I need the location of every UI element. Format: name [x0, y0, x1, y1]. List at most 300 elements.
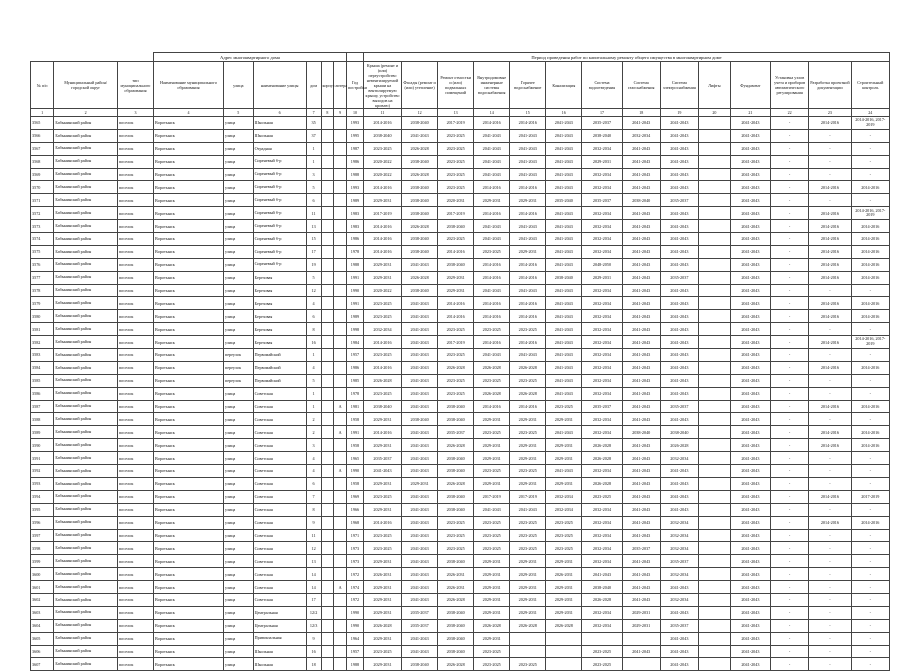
table-cell: 2032-2034: [660, 593, 698, 606]
table-cell: [334, 413, 347, 426]
table-cell: 2041-2043: [660, 490, 698, 503]
table-cell: 2041-2043: [474, 284, 510, 297]
table-cell: [334, 619, 347, 632]
table-cell: [510, 632, 546, 645]
table-cell: 3571: [31, 194, 54, 207]
table-cell: 2026-2028: [438, 439, 474, 452]
table-cell: 3: [306, 439, 321, 452]
table-cell: 2014-2016: [474, 271, 510, 284]
table-cell: улица: [223, 503, 253, 516]
table-cell: [698, 568, 730, 581]
table-cell: -: [809, 374, 851, 387]
table-cell: -: [809, 542, 851, 555]
table-cell: 2: [306, 413, 321, 426]
table-cell: 2029-2031: [363, 258, 401, 271]
table-cell: -: [809, 632, 851, 645]
table-cell: Воротынск: [153, 503, 223, 516]
table-cell: 2041-2043: [660, 168, 698, 181]
table-cell: 2041-2043: [730, 439, 770, 452]
table-cell: 3588: [31, 413, 54, 426]
table-cell: [334, 490, 347, 503]
table-cell: 2014-2016: [851, 220, 889, 233]
table-row: [31, 220, 890, 233]
table-cell: -: [809, 593, 851, 606]
table-cell: 2020-2022: [363, 155, 401, 168]
table-cell: [582, 632, 622, 645]
table-cell: 2038-2040: [438, 606, 474, 619]
table-cell: -: [809, 503, 851, 516]
table-cell: -: [771, 581, 809, 594]
table-cell: 17: [306, 245, 321, 258]
column-header: Система электроснабжения: [660, 62, 698, 109]
table-cell: 2026-2028: [402, 220, 438, 233]
table-cell: улица: [223, 452, 253, 465]
table-cell: 2041-2043: [730, 413, 770, 426]
table-cell: 2041-2043: [730, 129, 770, 142]
table-cell: 2029-2031: [510, 413, 546, 426]
table-row: [31, 168, 890, 181]
table-cell: 2014-2016: [363, 361, 401, 374]
table-cell: 3602: [31, 593, 54, 606]
table-cell: [334, 233, 347, 246]
table-row: [31, 503, 890, 516]
table-cell: улица: [223, 465, 253, 478]
table-cell: [698, 387, 730, 400]
table-cell: Бабынинский район: [54, 516, 118, 529]
table-cell: -: [771, 168, 809, 181]
table-cell: поселок: [117, 361, 153, 374]
table-cell: 2041-2043: [660, 284, 698, 297]
table-cell: Воротынск: [153, 477, 223, 490]
table-cell: 2032-2034: [582, 374, 622, 387]
table-cell: 2032-2034: [582, 606, 622, 619]
table-cell: Воротынск: [153, 632, 223, 645]
table-cell: 2014-2016: [851, 297, 889, 310]
table-row: [31, 155, 890, 168]
table-cell: А: [334, 426, 347, 439]
table-cell: -: [771, 207, 809, 220]
table-cell: улица: [223, 129, 253, 142]
table-cell: 2026-2031: [363, 568, 401, 581]
column-number: 23: [809, 109, 851, 117]
table-cell: 1973: [346, 555, 363, 568]
table-cell: 2032-2034: [582, 503, 622, 516]
table-cell: 2014-2016: [510, 207, 546, 220]
table-cell: [698, 271, 730, 284]
table-header: [31, 53, 890, 117]
table-cell: 2032-2034: [582, 297, 622, 310]
table-cell: поселок: [117, 349, 153, 362]
table-cell: [334, 194, 347, 207]
column-header: Лифты: [698, 62, 730, 109]
table-cell: 2041-2043: [510, 349, 546, 362]
table-cell: 2041-2043: [660, 387, 698, 400]
table-cell: 2032-2034: [660, 452, 698, 465]
table-cell: 2041-2043: [402, 542, 438, 555]
table-cell: поселок: [117, 117, 153, 130]
table-cell: [698, 220, 730, 233]
table-cell: 2041-2043: [622, 555, 660, 568]
table-cell: 2038-2040: [438, 645, 474, 658]
table-cell: поселок: [117, 284, 153, 297]
table-cell: Советская: [253, 516, 306, 529]
table-cell: -: [771, 271, 809, 284]
table-cell: 2035-2037: [660, 271, 698, 284]
table-cell: улица: [223, 194, 253, 207]
table-cell: 2020-2022: [363, 284, 401, 297]
table-cell: 2038-2040: [438, 258, 474, 271]
table-cell: 2038-2040: [402, 117, 438, 130]
table-cell: Бабынинский район: [54, 142, 118, 155]
table-cell: 2041-2043: [510, 503, 546, 516]
table-row: [31, 297, 890, 310]
table-cell: 2041-2043: [730, 593, 770, 606]
table-cell: 3599: [31, 555, 54, 568]
table-cell: 6: [306, 194, 321, 207]
table-cell: -: [771, 477, 809, 490]
table-cell: 2014-2016: [851, 310, 889, 323]
table-cell: 2014-2016, 2017-2019: [851, 207, 889, 220]
table-cell: 2041-2043: [730, 181, 770, 194]
table-cell: 2041-2043: [546, 245, 582, 258]
table-cell: 2041-2043: [546, 207, 582, 220]
table-cell: Советская: [253, 555, 306, 568]
table-cell: Сиреневый б-р: [253, 194, 306, 207]
table-cell: -: [809, 349, 851, 362]
table-cell: 2038-2040: [660, 426, 698, 439]
table-cell: 2023-2025: [438, 129, 474, 142]
table-cell: 2041-2043: [622, 581, 660, 594]
column-header: литера: [334, 62, 347, 109]
table-cell: 3601: [31, 581, 54, 594]
table-cell: -: [851, 658, 889, 671]
table-cell: 2038-2040: [582, 129, 622, 142]
table-cell: 12: [306, 542, 321, 555]
table-cell: [334, 323, 347, 336]
table-cell: -: [809, 323, 851, 336]
table-cell: -: [809, 129, 851, 142]
table-cell: 1990: [346, 619, 363, 632]
table-cell: поселок: [117, 465, 153, 478]
table-cell: [334, 645, 347, 658]
table-cell: -: [771, 542, 809, 555]
column-number: 11: [363, 109, 401, 117]
table-cell: 2041-2043: [622, 439, 660, 452]
table-cell: Бабынинский район: [54, 349, 118, 362]
table-cell: 1: [306, 155, 321, 168]
table-cell: улица: [223, 619, 253, 632]
table-cell: Бабынинский район: [54, 168, 118, 181]
table-cell: 3607: [31, 658, 54, 671]
table-cell: улица: [223, 516, 253, 529]
table-cell: 2023-2025: [546, 516, 582, 529]
table-cell: [321, 555, 334, 568]
table-cell: Бабынинский район: [54, 220, 118, 233]
table-cell: поселок: [117, 129, 153, 142]
table-cell: Бабынинский район: [54, 413, 118, 426]
table-cell: 2041-2043: [546, 297, 582, 310]
table-cell: Воротынск: [153, 297, 223, 310]
table-cell: 2023-2025: [510, 529, 546, 542]
table-cell: -: [851, 155, 889, 168]
table-cell: -: [851, 284, 889, 297]
table-cell: Советская: [253, 426, 306, 439]
table-cell: [321, 220, 334, 233]
table-cell: [321, 194, 334, 207]
table-cell: 2041-2043: [660, 310, 698, 323]
table-cell: 2038-2040: [402, 155, 438, 168]
table-cell: переулок: [223, 349, 253, 362]
table-cell: 14: [306, 568, 321, 581]
table-cell: 2041-2043: [730, 155, 770, 168]
table-cell: 2032-2034: [582, 349, 622, 362]
table-cell: 1: [306, 400, 321, 413]
table-cell: 2029-2031: [510, 606, 546, 619]
table-cell: [698, 632, 730, 645]
table-cell: -: [809, 606, 851, 619]
table-cell: 2041-2043: [622, 297, 660, 310]
table-cell: 3591: [31, 452, 54, 465]
table-cell: [321, 542, 334, 555]
table-cell: -: [851, 374, 889, 387]
table-cell: 2041-2043: [546, 426, 582, 439]
table-cell: 2041-2043: [622, 117, 660, 130]
table-cell: 2041-2043: [474, 503, 510, 516]
table-cell: 1958: [346, 439, 363, 452]
table-cell: 2017-2019: [438, 117, 474, 130]
table-cell: поселок: [117, 220, 153, 233]
table-cell: 1991: [346, 426, 363, 439]
table-cell: [698, 207, 730, 220]
table-cell: 2014-2016: [474, 297, 510, 310]
table-row: [31, 606, 890, 619]
column-number: 3: [117, 109, 153, 117]
table-body: [31, 117, 890, 671]
table-cell: 2038-2040: [438, 220, 474, 233]
table-cell: 2029-2031: [363, 477, 401, 490]
table-cell: 2023-2025: [474, 465, 510, 478]
table-cell: -: [809, 413, 851, 426]
table-cell: -: [771, 568, 809, 581]
table-cell: 2041-2043: [660, 117, 698, 130]
table-cell: Воротынск: [153, 606, 223, 619]
table-cell: Бабынинский район: [54, 426, 118, 439]
table-cell: 2041-2043: [730, 490, 770, 503]
table-cell: 2029-2031: [474, 439, 510, 452]
table-cell: Бабынинский район: [54, 632, 118, 645]
table-cell: -: [809, 555, 851, 568]
table-cell: Воротынск: [153, 168, 223, 181]
table-cell: 2029-2031: [546, 477, 582, 490]
table-cell: 4: [306, 361, 321, 374]
table-cell: 2041-2043: [510, 142, 546, 155]
table-row: [31, 516, 890, 529]
table-row: [31, 439, 890, 452]
table-cell: 2029-2031: [474, 593, 510, 606]
table-cell: 2032-2034: [582, 336, 622, 349]
column-number: 8: [321, 109, 334, 117]
table-cell: Первомайский: [253, 374, 306, 387]
table-cell: поселок: [117, 658, 153, 671]
table-cell: 3569: [31, 168, 54, 181]
table-cell: Бабынинский район: [54, 336, 118, 349]
column-header: Система газоснабжения: [622, 62, 660, 109]
table-cell: Воротынск: [153, 568, 223, 581]
table-cell: -: [771, 606, 809, 619]
table-cell: -: [809, 465, 851, 478]
table-cell: 2035-2037: [582, 194, 622, 207]
table-cell: 2041-2043: [546, 142, 582, 155]
table-cell: [698, 658, 730, 671]
table-cell: 1985: [346, 374, 363, 387]
table-cell: 2041-2043: [546, 361, 582, 374]
table-cell: Сиреневый б-р: [253, 233, 306, 246]
table-cell: 2026-2028: [582, 452, 622, 465]
table-cell: [334, 297, 347, 310]
table-cell: -: [771, 439, 809, 452]
table-cell: 2029-2031: [622, 619, 660, 632]
table-cell: 3600: [31, 568, 54, 581]
table-cell: 2041-2043: [622, 413, 660, 426]
table-cell: 2041-2043: [730, 297, 770, 310]
table-cell: 2026-2028: [438, 361, 474, 374]
table-cell: улица: [223, 593, 253, 606]
table-cell: Березовая: [253, 336, 306, 349]
table-cell: 9: [306, 632, 321, 645]
table-cell: Советская: [253, 568, 306, 581]
table-cell: 2032-2034: [582, 555, 622, 568]
table-cell: 2023-2025: [546, 400, 582, 413]
table-cell: Бабынинский район: [54, 439, 118, 452]
table-cell: [321, 129, 334, 142]
table-cell: 2014-2016: [438, 310, 474, 323]
table-cell: 2041-2043: [660, 465, 698, 478]
table-cell: Воротынск: [153, 413, 223, 426]
table-cell: поселок: [117, 516, 153, 529]
table-cell: 1993: [346, 181, 363, 194]
table-cell: 2041-2043: [402, 465, 438, 478]
table-cell: 2041-2043: [660, 374, 698, 387]
table-cell: 2041-2043: [730, 477, 770, 490]
table-cell: Бабынинский район: [54, 619, 118, 632]
table-cell: 2014-2016: [474, 207, 510, 220]
table-cell: 2014-2016: [809, 207, 851, 220]
table-cell: 2041-2043: [622, 477, 660, 490]
table-cell: -: [771, 220, 809, 233]
table-cell: 2023-2025: [438, 516, 474, 529]
table-cell: 12: [306, 284, 321, 297]
table-cell: Бабынинский район: [54, 581, 118, 594]
table-cell: поселок: [117, 632, 153, 645]
table-cell: 3578: [31, 284, 54, 297]
table-cell: -: [851, 555, 889, 568]
table-cell: 2014-2016: [851, 361, 889, 374]
table-cell: 2041-2043: [510, 155, 546, 168]
table-cell: 2029-2031: [363, 503, 401, 516]
table-cell: 2014-2016: [363, 181, 401, 194]
column-header: Муниципальный район/городской округ: [54, 62, 118, 109]
table-cell: [334, 258, 347, 271]
table-cell: 1957: [346, 349, 363, 362]
table-cell: 2029-2031: [363, 581, 401, 594]
table-row: [31, 490, 890, 503]
table-cell: 2026-2028: [402, 168, 438, 181]
table-cell: 2029-2031: [510, 452, 546, 465]
table-cell: [622, 658, 660, 671]
table-cell: -: [809, 645, 851, 658]
column-number: 1: [31, 109, 54, 117]
table-cell: 2014-2016: [809, 117, 851, 130]
table-cell: [321, 452, 334, 465]
table-cell: поселок: [117, 439, 153, 452]
table-cell: 2038-2040: [402, 245, 438, 258]
table-cell: улица: [223, 658, 253, 671]
table-cell: поселок: [117, 645, 153, 658]
table-cell: -: [809, 529, 851, 542]
table-cell: Сиреневый б-р: [253, 258, 306, 271]
table-cell: 2014-2016: [510, 400, 546, 413]
table-cell: улица: [223, 387, 253, 400]
table-cell: улица: [223, 323, 253, 336]
table-cell: 2014-2016: [809, 181, 851, 194]
table-cell: 2041-2043: [622, 400, 660, 413]
table-cell: [334, 220, 347, 233]
table-cell: 2029-2031: [546, 593, 582, 606]
table-cell: [321, 349, 334, 362]
table-cell: [334, 593, 347, 606]
table-cell: 2023-2025: [474, 658, 510, 671]
table-cell: Бабынинский район: [54, 529, 118, 542]
table-cell: 2014-2016: [809, 426, 851, 439]
table-cell: 2041-2043: [730, 542, 770, 555]
table-cell: 2041-2043: [730, 349, 770, 362]
table-cell: 2032-2034: [582, 619, 622, 632]
table-cell: 2041-2043: [622, 271, 660, 284]
table-cell: [698, 245, 730, 258]
table-cell: [546, 658, 582, 671]
table-cell: Бабынинский район: [54, 284, 118, 297]
table-cell: 2026-2031: [438, 568, 474, 581]
table-cell: Бабынинский район: [54, 477, 118, 490]
table-cell: [698, 194, 730, 207]
table-cell: 2041-2043: [622, 361, 660, 374]
table-cell: 2041-2043: [546, 323, 582, 336]
table-cell: Бабынинский район: [54, 155, 118, 168]
table-cell: Советская: [253, 542, 306, 555]
table-cell: [334, 542, 347, 555]
table-cell: [334, 387, 347, 400]
table-cell: 2014-2016, 2017-2019: [851, 117, 889, 130]
table-cell: улица: [223, 555, 253, 568]
table-cell: 2029-2031: [438, 271, 474, 284]
table-cell: 8: [306, 323, 321, 336]
table-cell: 3594: [31, 490, 54, 503]
table-cell: улица: [223, 336, 253, 349]
table-cell: 2041-2043: [510, 220, 546, 233]
table-cell: 3604: [31, 619, 54, 632]
table-cell: Бабынинский район: [54, 310, 118, 323]
table-cell: 8: [306, 503, 321, 516]
table-cell: [334, 142, 347, 155]
table-row: [31, 426, 890, 439]
table-cell: 3567: [31, 142, 54, 155]
table-cell: 6: [306, 310, 321, 323]
table-cell: 2041-2043: [622, 568, 660, 581]
table-cell: 2023-2025: [438, 374, 474, 387]
table-cell: [334, 336, 347, 349]
table-cell: -: [851, 581, 889, 594]
table-cell: 2023-2025: [363, 387, 401, 400]
